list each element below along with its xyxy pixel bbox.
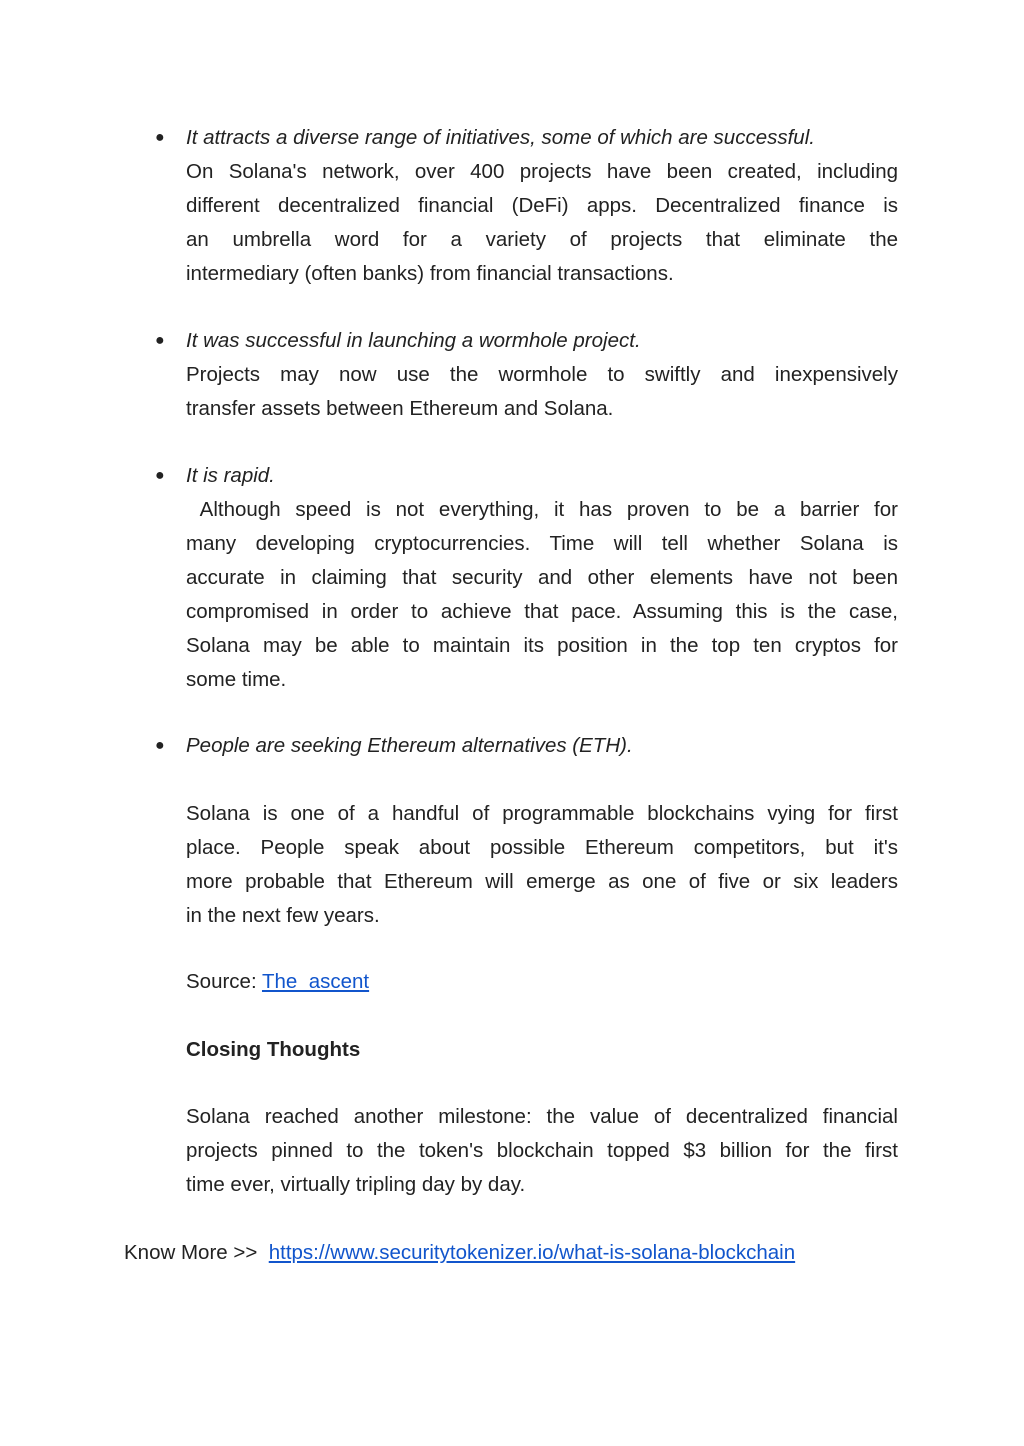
bullet-dot: ●: [155, 129, 165, 146]
paragraph-line: Projects may now use the wormhole to swiftly and inexpensively: [186, 363, 898, 386]
paragraph-line: Solana is one of a handful of programmable blockchains vying for first: [186, 802, 898, 825]
source-link[interactable]: The ascent: [261, 970, 370, 993]
bullet-item-4: [155, 729, 898, 763]
paragraph-line: some time.: [186, 668, 287, 691]
paragraph-line: Solana may be able to maintain its position in the top ten cryptos for: [186, 634, 898, 657]
paragraph-line: transfer assets between Ethereum and Solana.: [186, 397, 614, 420]
paragraph-line: time ever, virtually tripling day by day.: [186, 1173, 526, 1196]
section-title: Closing Thoughts: [186, 1038, 361, 1061]
paragraph-line: place. People speak about possible Ethereum competitors, but it's: [186, 836, 898, 859]
bullet-heading: It is rapid.: [186, 464, 275, 487]
closing-section: [186, 1033, 898, 1067]
paragraph-line: intermediary (often banks) from financial transactions.: [186, 262, 674, 285]
bullet-heading: It attracts a diverse range of initiatives, some of which are successful.: [186, 126, 815, 149]
know-more-label: Know More >>: [124, 1241, 258, 1264]
paragraph-eth-alternatives: [186, 797, 898, 933]
paragraph-line: On Solana's network, over 400 projects have been created, including: [186, 160, 898, 183]
bullet-heading: It was successful in launching a wormhole project.: [186, 329, 641, 352]
bullet-dot: ●: [155, 332, 165, 349]
bullet-dot: ●: [155, 467, 165, 484]
paragraph-line: Solana reached another milestone: the value of decentralized financial: [186, 1105, 898, 1128]
closing-paragraph: [186, 1100, 898, 1202]
paragraph-line: accurate in claiming that security and other elements have not been: [186, 566, 898, 589]
paragraph-line: in the next few years.: [186, 904, 380, 927]
paragraph-line: Although speed is not everything, it has proven to be a barrier for: [186, 498, 898, 521]
bullet-item-1: [155, 121, 898, 291]
know-more-link[interactable]: https://www.securitytokenizer.io/what-is-solana-blockchain: [268, 1241, 796, 1264]
paragraph-line: many developing cryptocurrencies. Time will tell whether Solana is: [186, 532, 898, 555]
know-more-line: [124, 1236, 795, 1270]
paragraph-line: projects pinned to the token's blockchain topped $3 billion for the first: [186, 1139, 898, 1162]
paragraph-line: different decentralized financial (DeFi) apps. Decentralized finance is: [186, 194, 898, 217]
bullet-heading: People are seeking Ethereum alternatives (ETH).: [186, 734, 633, 757]
paragraph-line: compromised in order to achieve that pace. Assuming this is the case,: [186, 600, 898, 623]
source-line: [186, 965, 898, 999]
bullet-item-2: [155, 324, 898, 426]
bullet-dot: ●: [155, 737, 165, 754]
paragraph-line: more probable that Ethereum will emerge as one of five or six leaders: [186, 870, 898, 893]
source-label: Source:: [186, 970, 262, 993]
paragraph-line: an umbrella word for a variety of projects that eliminate the: [186, 228, 898, 251]
bullet-item-3: [155, 459, 898, 697]
